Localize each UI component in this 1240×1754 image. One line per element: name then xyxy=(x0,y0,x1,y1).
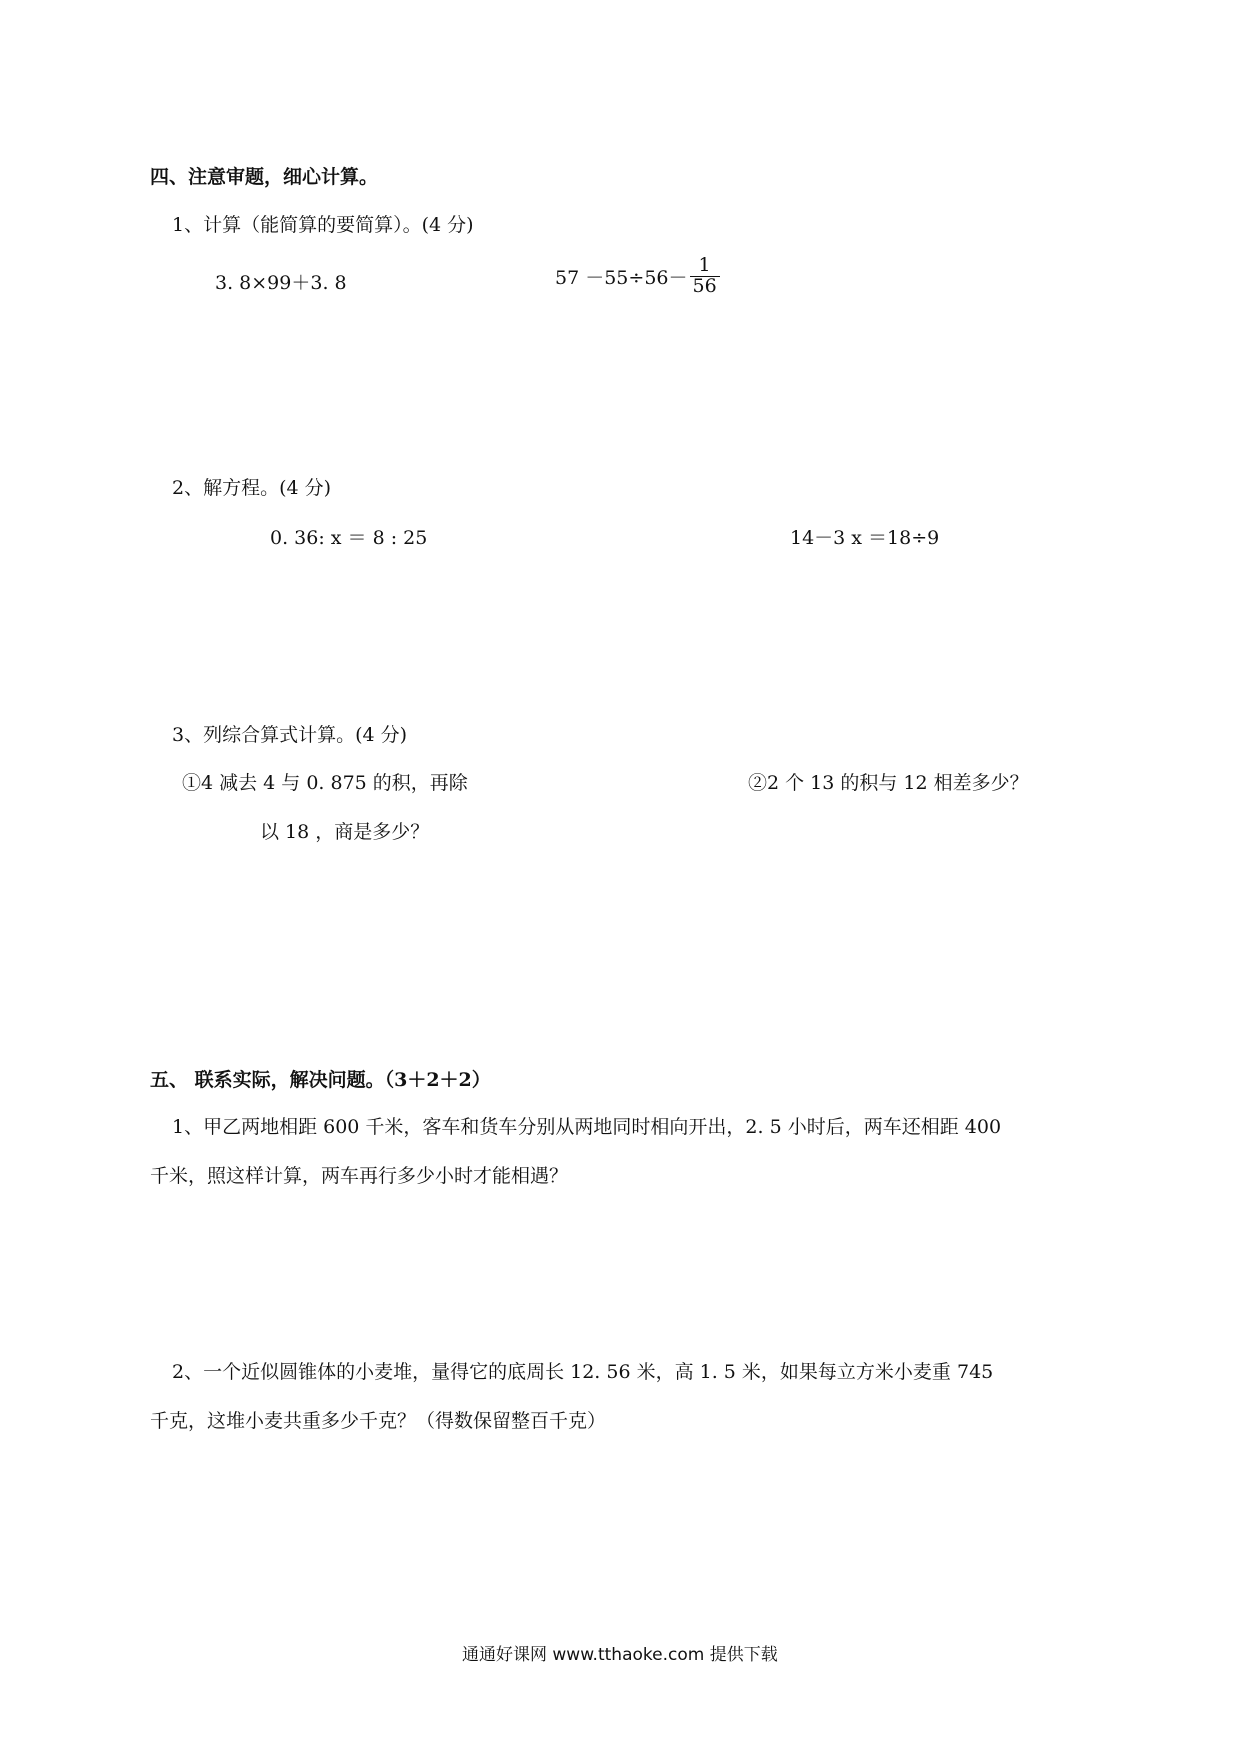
section-5-title: 五、 联系实际，解决问题。（3＋2＋2） xyxy=(150,1069,491,1091)
section-4-q3-item1-line2: 以 18 ，商是多少？ xyxy=(260,821,430,843)
section-4-title: 四、注意审题，细心计算。 xyxy=(150,166,379,188)
section-5-q2-line2: 千克，这堆小麦共重多少千克？（得数保留整百千克） xyxy=(150,1410,607,1432)
section-5-q2-line1: 2、一个近似圆锥体的小麦堆，量得它的底周长 12. 56 米，高 1. 5 米，如果每立方米小麦重 745 xyxy=(172,1361,994,1383)
section-4-q2-eq2: 14－3 x ＝18÷9 xyxy=(790,527,940,549)
fraction-numerator: 1 xyxy=(698,254,711,276)
section-4-q1-expr1: 3. 8×99＋3. 8 xyxy=(215,272,347,294)
section-4-q1-expr2 xyxy=(555,256,720,297)
section-4-q3-item1-line1: ①4 减去 4 与 0. 875 的积，再除 xyxy=(182,772,468,794)
expr2-fraction xyxy=(690,256,720,297)
section-4-q2-label: 2、解方程。(4 分) xyxy=(172,477,332,499)
expr2-prefix: 57 －55÷56－ xyxy=(555,266,688,289)
footer-text: 通通好课网 www.tthaoke.com 提供下载 xyxy=(462,1645,778,1665)
section-5-q1-line1: 1、甲乙两地相距 600 千米，客车和货车分别从两地同时相向开出，2. 5 小时后，两车还相距 400 xyxy=(172,1116,1002,1138)
section-4-q3-item2: ②2 个 13 的积与 12 相差多少？ xyxy=(748,772,1029,794)
section-4-q1-label: 1、计算（能简算的要简算）。(4 分) xyxy=(172,214,474,236)
section-5-q1-line2: 千米，照这样计算，两车再行多少小时才能相遇？ xyxy=(150,1165,569,1187)
fraction-denominator: 56 xyxy=(690,276,720,297)
section-4-q2-eq1: 0. 36: x ＝ 8 : 25 xyxy=(270,527,428,549)
section-4-q3-label: 3、列综合算式计算。(4 分) xyxy=(172,724,408,746)
